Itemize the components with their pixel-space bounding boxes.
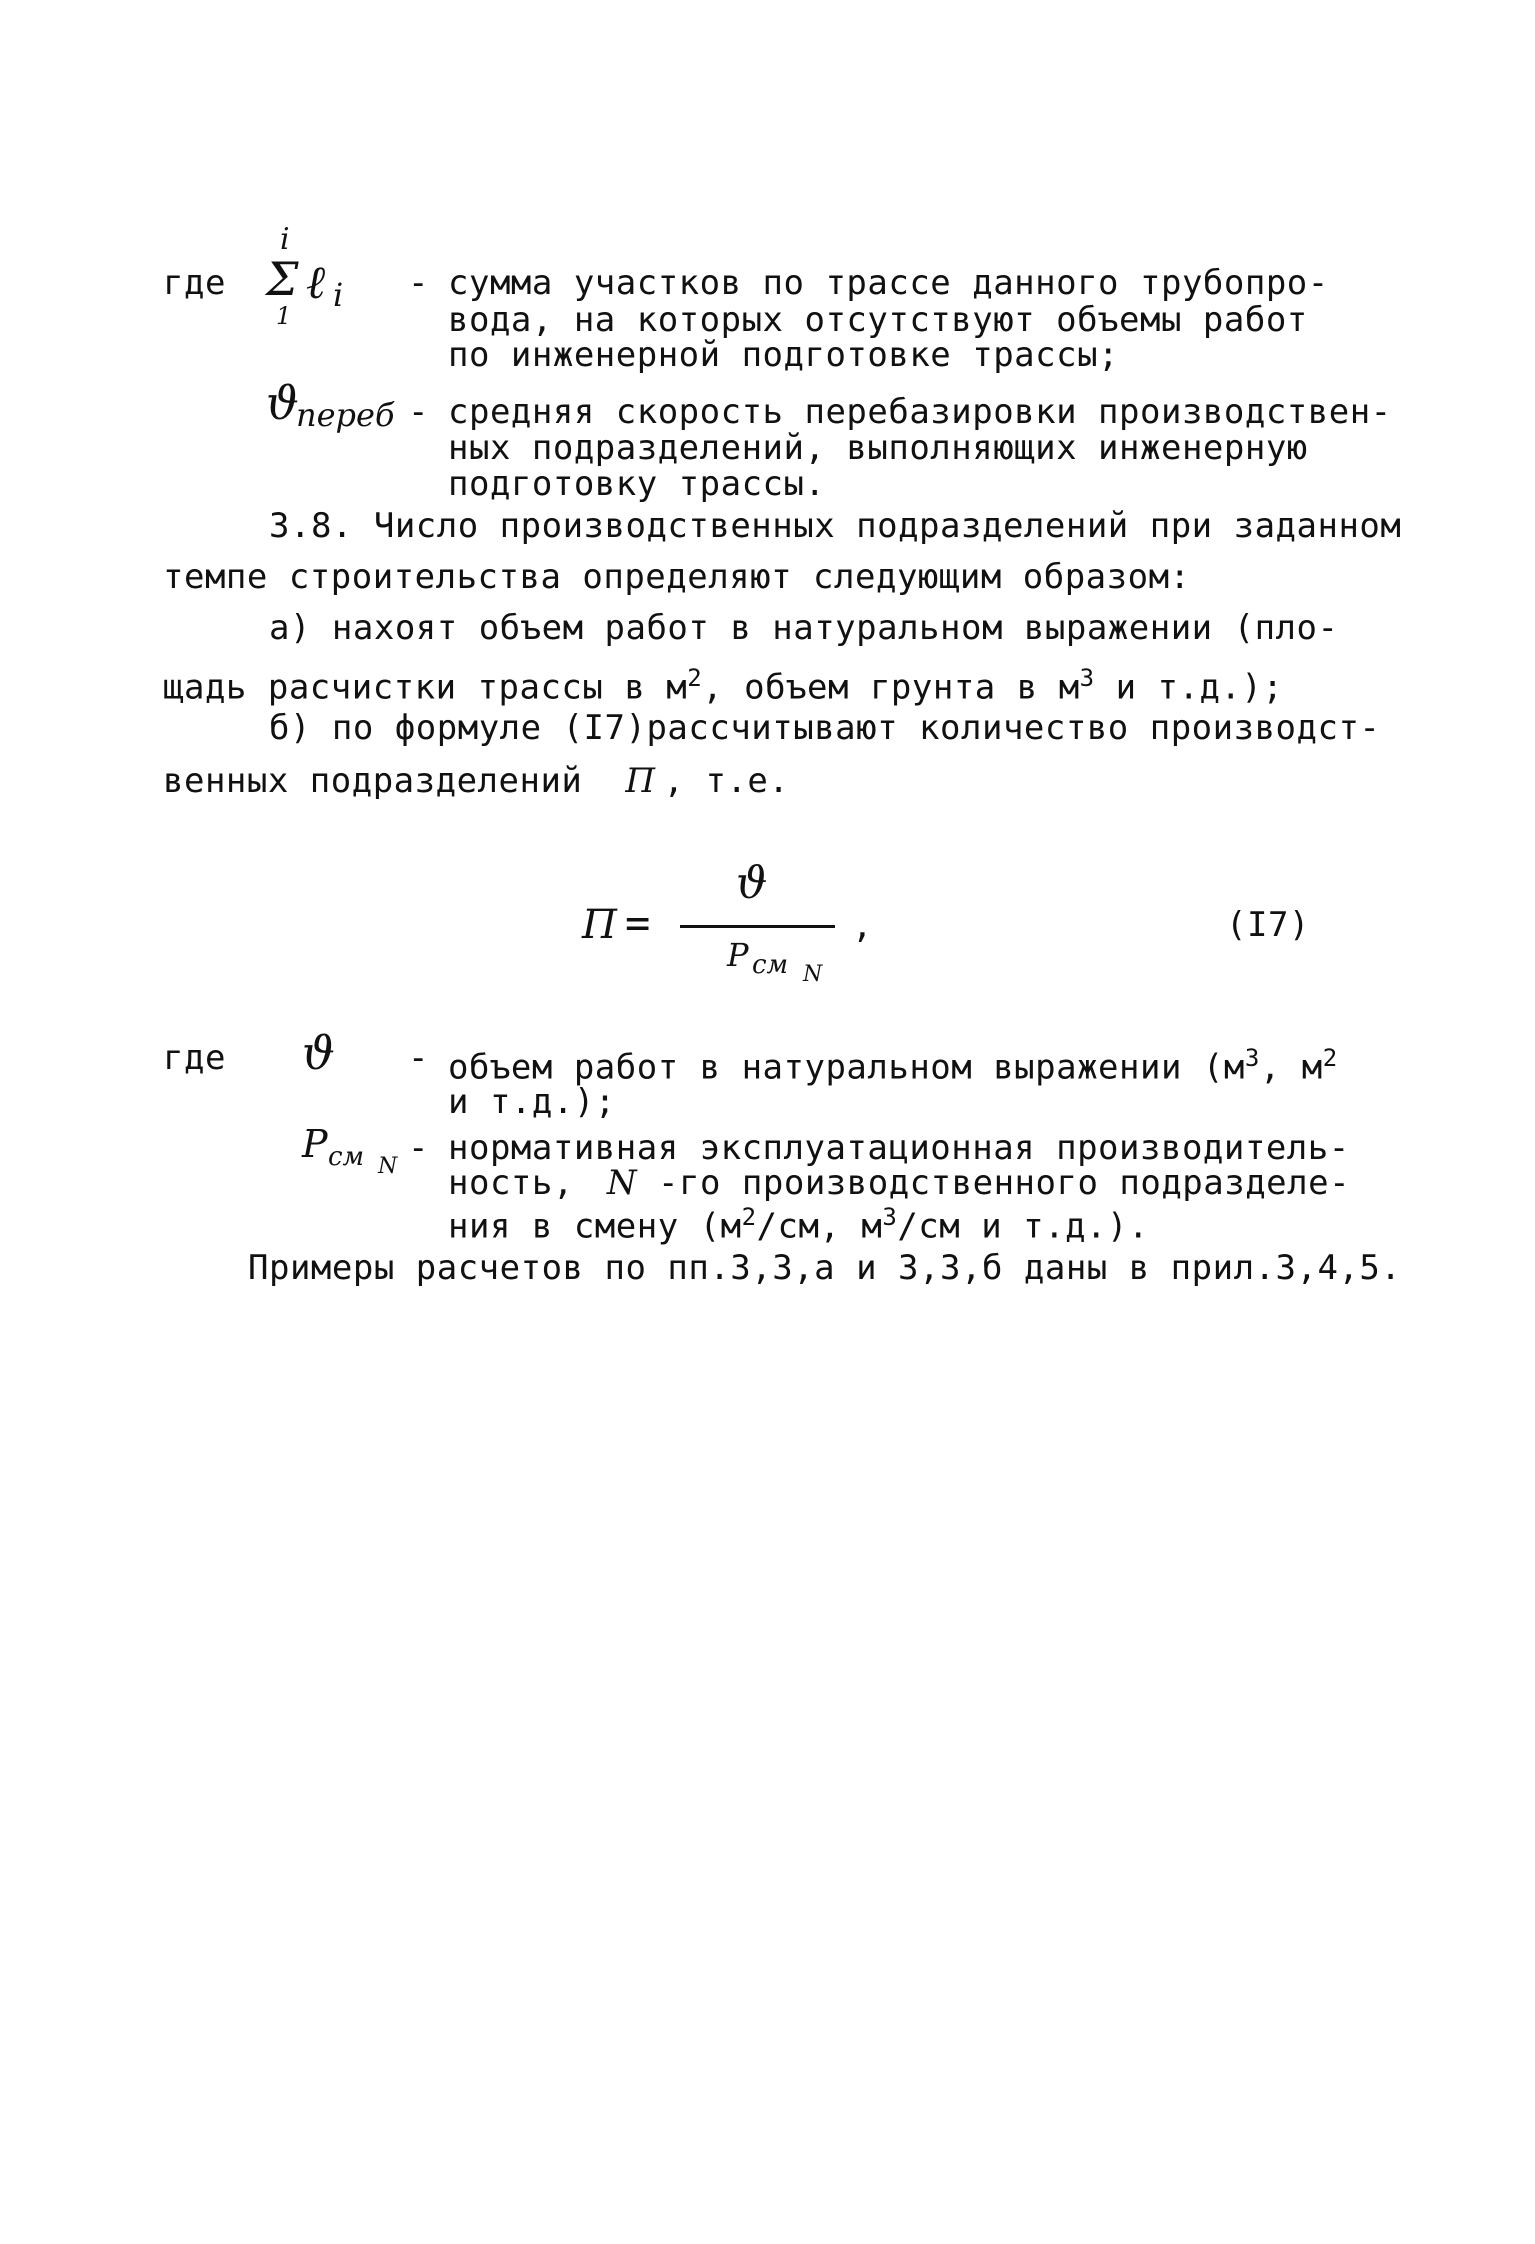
- formula-denominator-subsubscript: N: [803, 962, 823, 987]
- sum-sign: Σ: [266, 252, 299, 306]
- productivity-definition-line-1: нормативная эксплуатационная производитель-: [448, 1128, 1350, 1168]
- superscript-2: 2: [1322, 1044, 1338, 1072]
- speed-definition-line-1: средняя скорость перебазировки производствен-: [448, 392, 1392, 432]
- speed-definition-line-3: подготовку трассы.: [448, 464, 826, 504]
- formula-lhs: П: [582, 902, 617, 948]
- formula-numerator: ϑ: [736, 858, 768, 909]
- definition-dash: -: [408, 263, 429, 303]
- item-b-line-2-end: , т.е.: [663, 761, 790, 801]
- superscript-2: 2: [741, 1203, 757, 1231]
- formula-number: (I7): [1226, 905, 1310, 945]
- productivity-subscript: см: [328, 1142, 365, 1172]
- superscript-2: 2: [687, 664, 703, 692]
- productivity-definition-line-3: [448, 1197, 1149, 1246]
- productivity-definition-line-2-end: -го производственного подразделе-: [658, 1163, 1351, 1203]
- superscript-3: 3: [1244, 1044, 1260, 1072]
- sum-definition-line-3: по инженерной подготовке трассы;: [448, 335, 1120, 375]
- item-a-line-1: а) нахоят объем работ в натуральном выражении (пло-: [269, 608, 1339, 648]
- productivity-definition-line-3-end: /см и т.д.).: [897, 1206, 1149, 1247]
- sum-lower-index: 1: [276, 302, 292, 330]
- variable-n: П: [625, 761, 656, 801]
- volume-definition-line-1: [448, 1038, 1338, 1087]
- item-b-line-1: б) по формуле (I7)рассчитывают количество производст-: [269, 708, 1381, 748]
- paragraph-3-8-line-2: темпе строительства определяют следующим образом:: [163, 557, 1191, 597]
- formula-equals: =: [625, 898, 651, 947]
- item-a-line-2: [163, 658, 1283, 707]
- examples-sentence: Примеры расчетов по пп.3,3,а и 3,3,б даны в прил.3,4,5.: [248, 1248, 1402, 1288]
- productivity-subsubscript: N: [378, 1154, 398, 1179]
- superscript-3: 3: [882, 1203, 898, 1231]
- sum-variable: ℓ: [306, 255, 326, 309]
- formula-comma: ,: [852, 906, 873, 946]
- volume-definition-mid: , м: [1259, 1047, 1323, 1088]
- formula-denominator-p: P: [727, 936, 749, 974]
- sum-definition-line-2: вода, на которых отсутствуют объемы работ: [448, 300, 1308, 340]
- productivity-definition-line-3-start: ния в смену (м: [448, 1206, 742, 1247]
- volume-symbol: ϑ: [302, 1026, 335, 1080]
- productivity-symbol: P: [302, 1122, 328, 1166]
- sum-upper-index: i: [280, 222, 290, 257]
- speed-symbol-subscript: переб: [296, 396, 395, 434]
- item-a-line-2-end: и т.д.);: [1094, 667, 1284, 708]
- item-a-line-2-mid: , объем грунта в м: [702, 667, 1080, 708]
- speed-definition-line-2: ных подразделений, выполняющих инженерную: [448, 428, 1308, 468]
- item-b-line-2: [163, 761, 789, 801]
- speed-symbol: ϑ: [266, 376, 299, 430]
- productivity-definition-line-2-start: ность,: [448, 1163, 574, 1203]
- volume-definition-line-2: и т.д.);: [448, 1082, 616, 1122]
- productivity-definition-line-3-mid: /см, м: [756, 1206, 883, 1247]
- formula-fraction-bar: [680, 925, 835, 928]
- item-b-line-2-start: венных подразделений: [163, 761, 583, 801]
- variable-n: N: [606, 1163, 638, 1203]
- definition-dash: -: [408, 392, 429, 432]
- sum-variable-subscript: i: [333, 276, 344, 314]
- item-a-line-2-start: щадь расчистки трассы в м: [163, 667, 688, 708]
- sum-definition-line-1: сумма участков по трассе данного трубопро-: [448, 263, 1329, 303]
- superscript-3: 3: [1079, 664, 1095, 692]
- definition-dash: -: [408, 1128, 429, 1168]
- volume-definition-start: объем работ в натуральном выражении (м: [448, 1047, 1245, 1088]
- where-label: где: [163, 1038, 226, 1078]
- definition-dash: -: [408, 1038, 429, 1078]
- formula-denominator-subscript: см: [752, 950, 789, 980]
- paragraph-3-8-line-1: 3.8. Число производственных подразделений при заданном: [269, 506, 1402, 546]
- where-label: где: [163, 263, 226, 303]
